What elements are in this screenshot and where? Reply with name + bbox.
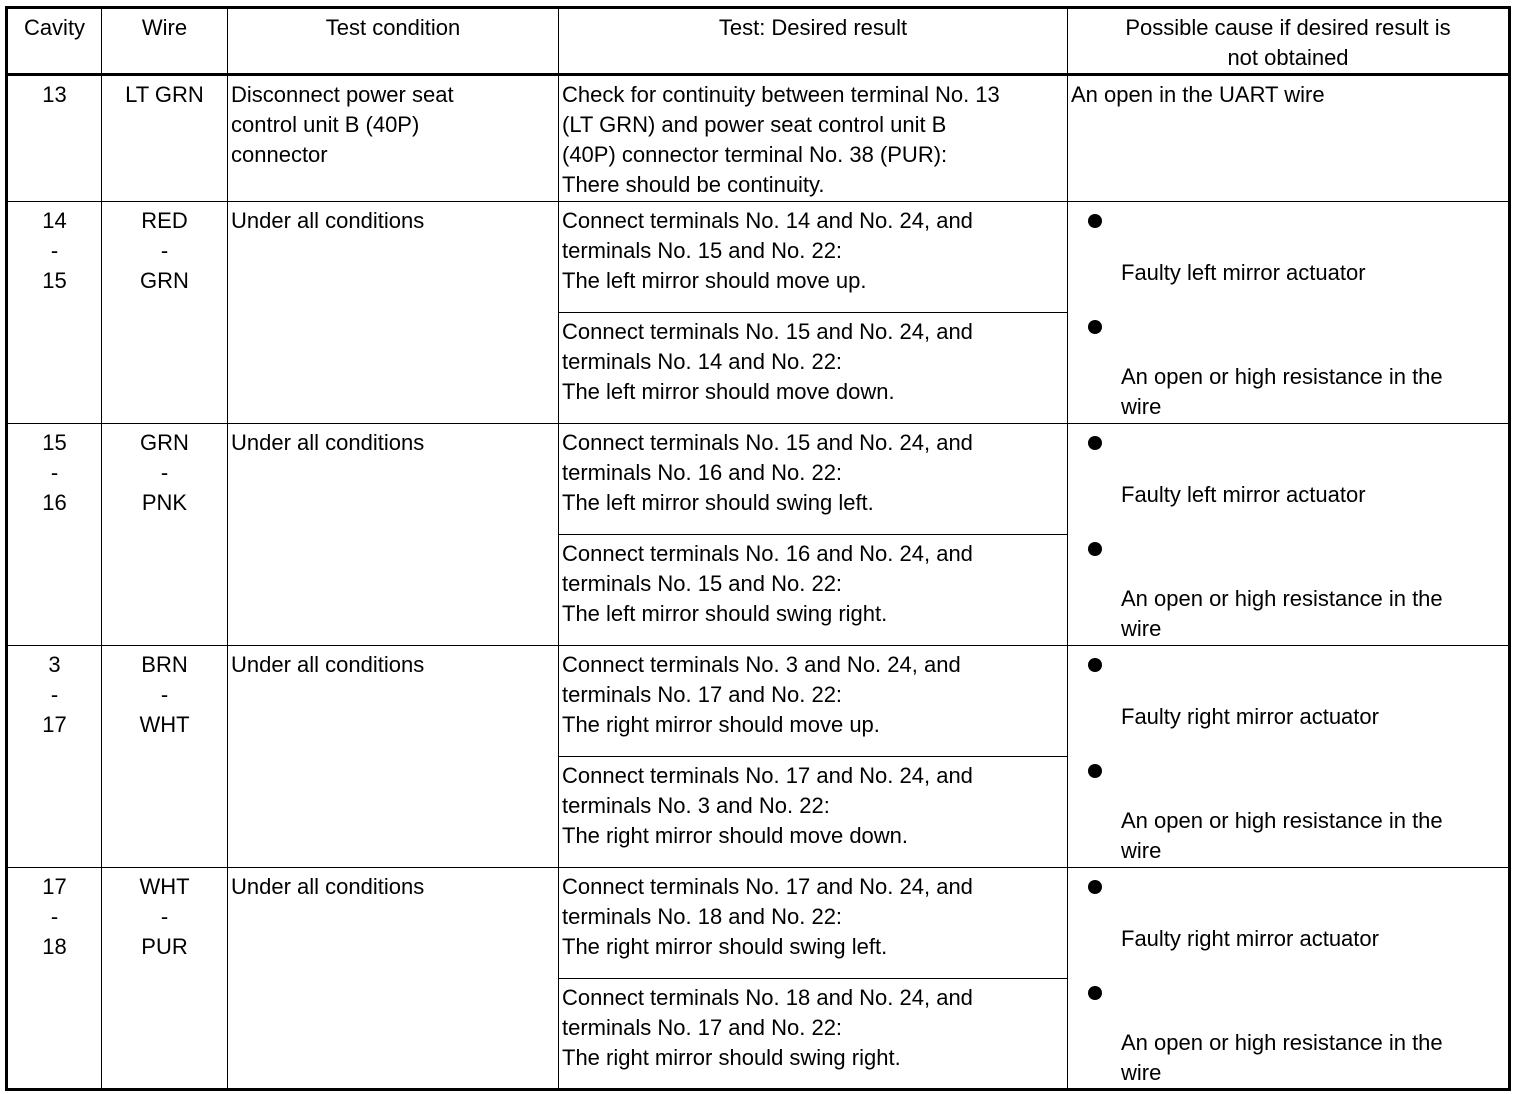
wire-line: GRN xyxy=(140,430,189,455)
result-cell xyxy=(559,535,1068,646)
cause-text: Faulty right mirror actuator xyxy=(1121,926,1379,951)
cause-text xyxy=(1121,1028,1500,1088)
cause-line: wire xyxy=(1121,838,1162,863)
header-desired-result: Test: Desired result xyxy=(559,8,1068,75)
cause-text: Faulty left mirror actuator xyxy=(1121,260,1366,285)
header-possible-cause xyxy=(1068,8,1510,75)
wire-cell xyxy=(102,202,228,424)
wire-line: - xyxy=(160,682,169,707)
table-row xyxy=(7,202,1510,313)
result-line: terminals No. 15 and No. 22: xyxy=(562,571,843,596)
wire-line: - xyxy=(160,904,169,929)
result-cell xyxy=(559,868,1068,979)
wire-line: PNK xyxy=(141,490,188,515)
condition-cell xyxy=(228,75,559,202)
condition-line: connector xyxy=(231,142,328,167)
result-line: Connect terminals No. 18 and No. 24, and xyxy=(562,985,973,1010)
cavity-line: 15 xyxy=(42,268,67,293)
result-line: The left mirror should swing left. xyxy=(562,490,874,515)
cavity-line: 18 xyxy=(42,934,67,959)
cause-cell: An open in the UART wire xyxy=(1068,75,1510,202)
cavity-line: 15 xyxy=(42,430,67,455)
result-line: Connect terminals No. 3 and No. 24, and xyxy=(562,652,961,677)
condition-cell: Under all conditions xyxy=(228,646,559,868)
cause-text xyxy=(1121,806,1500,866)
wire-line: - xyxy=(160,460,169,485)
cause-line: An open or high resistance in the xyxy=(1121,1030,1443,1055)
result-line: Connect terminals No. 16 and No. 24, and xyxy=(562,541,973,566)
cause-line: An open or high resistance in the xyxy=(1121,364,1443,389)
cavity-line: - xyxy=(50,238,59,263)
table-row xyxy=(7,646,1510,757)
cause-text xyxy=(1121,584,1500,644)
header-possible-cause-line2: not obtained xyxy=(1227,45,1349,70)
result-line: Connect terminals No. 17 and No. 24, and xyxy=(562,763,973,788)
cavity-line: 17 xyxy=(42,712,67,737)
result-line: The left mirror should swing right. xyxy=(562,601,888,626)
result-cell xyxy=(559,646,1068,757)
result-line: Connect terminals No. 15 and No. 24, and xyxy=(562,319,973,344)
condition-line: control unit B (40P) xyxy=(231,112,420,137)
cause-text xyxy=(1121,362,1500,422)
bullet-icon xyxy=(1088,214,1102,228)
result-line: Connect terminals No. 17 and No. 24, and xyxy=(562,874,973,899)
result-cell xyxy=(559,757,1068,868)
wire-line: BRN xyxy=(141,652,188,677)
result-line: The right mirror should swing right. xyxy=(562,1045,901,1070)
cavity-cell: 13 xyxy=(7,75,102,202)
result-line: The left mirror should move down. xyxy=(562,379,895,404)
cavity-line: - xyxy=(50,904,59,929)
result-cell xyxy=(559,75,1068,202)
result-line: terminals No. 15 and No. 22: xyxy=(562,238,843,263)
table-row xyxy=(7,75,1510,202)
header-wire: Wire xyxy=(102,8,228,75)
cavity-line: - xyxy=(50,682,59,707)
condition-cell: Under all conditions xyxy=(228,424,559,646)
wire-cell xyxy=(102,868,228,1090)
cause-line: An open or high resistance in the xyxy=(1121,586,1443,611)
wire-cell xyxy=(102,424,228,646)
cavity-cell xyxy=(7,868,102,1090)
bullet-icon xyxy=(1088,436,1102,450)
bullet-icon xyxy=(1088,542,1102,556)
header-cavity: Cavity xyxy=(7,8,102,75)
wire-line: PUR xyxy=(141,934,188,959)
cause-cell xyxy=(1068,868,1510,1090)
wire-line: GRN xyxy=(140,268,189,293)
result-line: Connect terminals No. 14 and No. 24, and xyxy=(562,208,973,233)
bullet-icon xyxy=(1088,320,1102,334)
condition-cell: Under all conditions xyxy=(228,202,559,424)
cause-line: wire xyxy=(1121,1060,1162,1085)
cause-text: Faulty left mirror actuator xyxy=(1121,482,1366,507)
result-line: terminals No. 17 and No. 22: xyxy=(562,1015,843,1040)
result-line: Connect terminals No. 15 and No. 24, and xyxy=(562,430,973,455)
result-line: terminals No. 18 and No. 22: xyxy=(562,904,843,929)
header-test-condition: Test condition xyxy=(228,8,559,75)
result-line: The right mirror should swing left. xyxy=(562,934,888,959)
result-cell xyxy=(559,202,1068,313)
wire-line: RED xyxy=(141,208,188,233)
result-line: (40P) connector terminal No. 38 (PUR): xyxy=(562,142,948,167)
result-line: (LT GRN) and power seat control unit B xyxy=(562,112,947,137)
cavity-line: - xyxy=(50,460,59,485)
cavity-line: 17 xyxy=(42,874,67,899)
cause-cell xyxy=(1068,424,1510,646)
result-cell xyxy=(559,313,1068,424)
wire-line: - xyxy=(160,238,169,263)
wiring-test-table xyxy=(5,6,1511,1091)
cavity-cell xyxy=(7,646,102,868)
cause-line: An open or high resistance in the xyxy=(1121,808,1443,833)
table-row xyxy=(7,868,1510,979)
result-line: terminals No. 14 and No. 22: xyxy=(562,349,843,374)
bullet-icon xyxy=(1088,880,1102,894)
table-row xyxy=(7,424,1510,535)
cause-cell xyxy=(1068,202,1510,424)
result-line: The right mirror should move up. xyxy=(562,712,880,737)
cause-cell xyxy=(1068,646,1510,868)
cause-text: Faulty right mirror actuator xyxy=(1121,704,1379,729)
result-line: terminals No. 3 and No. 22: xyxy=(562,793,830,818)
header-possible-cause-line1: Possible cause if desired result is xyxy=(1125,15,1451,40)
wire-cell: LT GRN xyxy=(102,75,228,202)
cavity-cell xyxy=(7,202,102,424)
result-cell xyxy=(559,979,1068,1090)
result-line: terminals No. 16 and No. 22: xyxy=(562,460,843,485)
bullet-icon xyxy=(1088,764,1102,778)
cause-line: wire xyxy=(1121,616,1162,641)
cavity-line: 16 xyxy=(42,490,67,515)
wire-cell xyxy=(102,646,228,868)
wire-line: WHT xyxy=(139,874,190,899)
cavity-cell xyxy=(7,424,102,646)
result-cell xyxy=(559,424,1068,535)
result-line: There should be continuity. xyxy=(562,172,825,197)
result-line: The right mirror should move down. xyxy=(562,823,909,848)
wire-line: WHT xyxy=(139,712,190,737)
cause-line: wire xyxy=(1121,394,1162,419)
cavity-line: 3 xyxy=(48,652,61,677)
cavity-line: 14 xyxy=(42,208,67,233)
condition-cell: Under all conditions xyxy=(228,868,559,1090)
bullet-icon xyxy=(1088,658,1102,672)
condition-line: Disconnect power seat xyxy=(231,82,454,107)
result-line: terminals No. 17 and No. 22: xyxy=(562,682,843,707)
result-line: The left mirror should move up. xyxy=(562,268,867,293)
result-line: Check for continuity between terminal No. 13 xyxy=(562,82,1000,107)
bullet-icon xyxy=(1088,986,1102,1000)
